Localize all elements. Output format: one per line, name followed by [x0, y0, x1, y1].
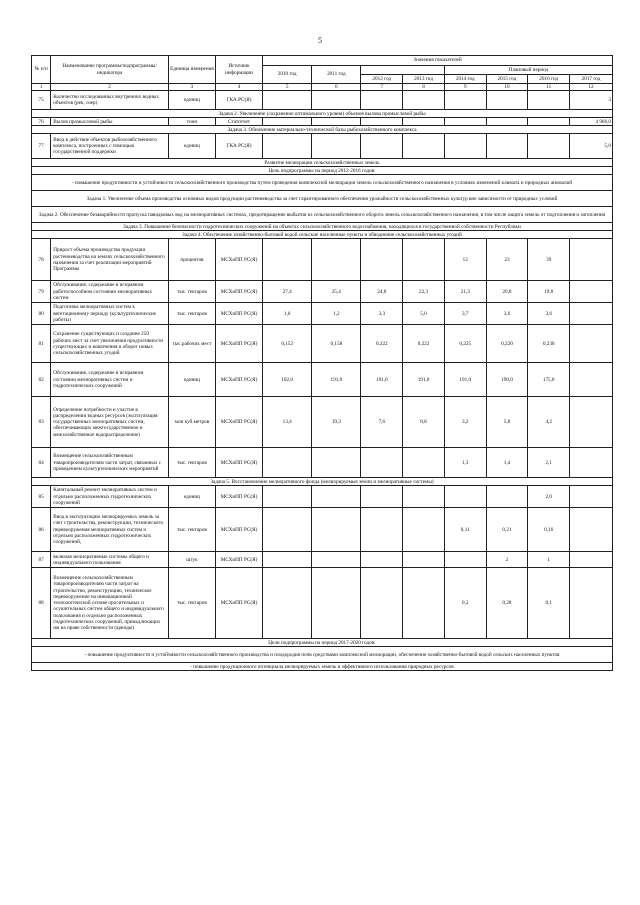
- value-cell: [570, 568, 613, 639]
- value-cell: [361, 118, 403, 126]
- value-cell: 19,3: [312, 397, 361, 448]
- unit-cell: тыс. гектаров: [168, 303, 215, 325]
- task-row-text: Задача 5. Восстановление мелиоративного фонда (мелиорируемые земли и мелиоративные системы): [32, 478, 613, 486]
- value-cell: 2,1: [528, 448, 570, 478]
- value-cell: 5,0: [403, 303, 445, 325]
- table-row: [32, 134, 613, 159]
- unit-cell: единиц: [168, 134, 215, 159]
- value-cell: [312, 239, 361, 281]
- planned-period-header: Плановый период: [444, 66, 612, 75]
- year-header: 2013 год: [403, 75, 445, 84]
- section-row: [32, 647, 613, 663]
- value-cell: 0,158: [312, 325, 361, 363]
- goal-row-text: Задача 3. Повышение безопасности гидротехнических сооружений на объектах сельскохозяйственного водоснабжения, находящихся в государственной собственности Республики: [32, 223, 613, 231]
- value-cell: [570, 508, 613, 552]
- source-cell: МСХиПП РС(Я): [215, 325, 262, 363]
- value-cell: 20,8: [486, 281, 528, 303]
- source-cell: МСХиПП РС(Я): [215, 281, 262, 303]
- section-row: [32, 175, 613, 191]
- column-number: 10: [486, 84, 528, 91]
- value-cell: 0,21: [486, 508, 528, 552]
- source-cell: МСХиПП РС(Я): [215, 397, 262, 448]
- table-row: [32, 568, 613, 639]
- unit-cell: тыс. гектаров: [168, 448, 215, 478]
- value-cell: [263, 134, 312, 159]
- task-row-text: Развитие мелиорации сельскохозяйственных земель: [32, 159, 613, 167]
- value-cell: [570, 397, 613, 448]
- value-cell: [361, 239, 403, 281]
- value-cell: 3,6: [486, 303, 528, 325]
- indicators-table: [31, 55, 613, 671]
- value-cell: 102,0: [263, 363, 312, 397]
- section-row: [32, 159, 613, 167]
- section-row: [32, 207, 613, 223]
- value-cell: [403, 91, 445, 110]
- indicator-name: Прирост объема производства продукции растениеводства на землях сельскохозяйственного назначения за счет реализации мероприятий Программы: [51, 239, 169, 281]
- source-cell: МСХиПП РС(Я): [215, 303, 262, 325]
- table-row: [32, 552, 613, 568]
- value-cell: 23: [486, 239, 528, 281]
- values-header: Значения показателей: [263, 56, 613, 66]
- value-cell: [361, 552, 403, 568]
- section-row: [32, 167, 613, 175]
- value-cell: 0,152: [263, 325, 312, 363]
- value-cell: 2: [486, 552, 528, 568]
- source-cell: МСХиПП РС(Я): [215, 448, 262, 478]
- unit-cell: единиц: [168, 91, 215, 110]
- value-cell: 3,3: [361, 303, 403, 325]
- indicator-name: Обслуживание, содержание в исправном работоспособном состоянии мелиоративных систем: [51, 281, 169, 303]
- value-cell: [570, 486, 613, 508]
- value-cell: 1,2: [312, 303, 361, 325]
- value-cell: [263, 486, 312, 508]
- value-cell: [403, 568, 445, 639]
- value-cell: [263, 118, 312, 126]
- value-cell: 175,0: [528, 363, 570, 397]
- value-cell: [263, 448, 312, 478]
- value-cell: [444, 91, 486, 110]
- source-cell: МСХиПП РС(Я): [215, 363, 262, 397]
- column-number: 1: [32, 84, 51, 91]
- year-header: 2012 год: [361, 75, 403, 84]
- value-cell: [570, 552, 613, 568]
- indicator-name: Сохранение существующих и создание 250 рабочих мест за счет увеличения продуктивности существующих и вовлечения в оборот новых сельскохозяйственных угодий: [51, 325, 169, 363]
- year-header: 2015 год: [486, 75, 528, 84]
- value-cell: 0,1: [528, 568, 570, 639]
- value-cell: [263, 552, 312, 568]
- unit-cell: процентов: [168, 239, 215, 281]
- table-row: [32, 91, 613, 110]
- value-cell: [312, 91, 361, 110]
- table-row: [32, 239, 613, 281]
- year-header: 2016 год: [528, 75, 570, 84]
- indicator-name: Ввод в действие объектов рыбохозяйственного комплекса, построенных с помощью государственной поддержки: [51, 134, 169, 159]
- source-cell: МСХиПП РС(Я): [215, 239, 262, 281]
- row-number: 84: [32, 448, 51, 478]
- planned-spacer: [361, 66, 444, 75]
- indicator-name: Возмещение сельскохозяйственным товаропроизводителям части затрат, связанных с проведением культуртехнических мероприятий: [51, 448, 169, 478]
- source-cell: ГКА РС(Я): [215, 91, 262, 110]
- value-cell: [263, 508, 312, 552]
- value-cell: [444, 552, 486, 568]
- value-cell: 0,16: [528, 508, 570, 552]
- column-number: 4: [215, 84, 262, 91]
- value-cell: [312, 552, 361, 568]
- col-unit-header: Единица измерения: [168, 56, 215, 84]
- row-number: 78: [32, 239, 51, 281]
- value-cell: [570, 239, 613, 281]
- value-cell: 4,2: [528, 397, 570, 448]
- indicator-name: включая мелиоративные системы общего и индивидуального пользования: [51, 552, 169, 568]
- value-cell: [361, 508, 403, 552]
- value-cell: 5,8: [486, 397, 528, 448]
- value-cell: 1,0: [263, 303, 312, 325]
- value-cell: [486, 486, 528, 508]
- value-cell: 0,11: [444, 508, 486, 552]
- year-header: 2014 год: [444, 75, 486, 84]
- value-cell: [361, 486, 403, 508]
- table-row: [32, 281, 613, 303]
- col-source-header: Источник информации: [215, 56, 262, 84]
- value-cell: [312, 486, 361, 508]
- table-row: [32, 303, 613, 325]
- row-number: 81: [32, 325, 51, 363]
- unit-cell: тыс.рабочих мест: [168, 325, 215, 363]
- task-row-text: Задача 4. Обеспечение хозяйственно-бытовой водой сельские населенные пункты и обводнение сельскохозяйственных угодий: [32, 231, 613, 239]
- value-cell: 25,4: [312, 281, 361, 303]
- value-cell: [403, 134, 445, 159]
- indicator-name: Определение потребности и участие в распределении водных ресурсов (эксплуатация государственных мелиоративных систем, обеспечивающих межгосударственное и межхозяйственное водораспределение): [51, 397, 169, 448]
- source-cell: МСХиПП РС(Я): [215, 568, 262, 639]
- unit-cell: тыс. гектаров: [168, 568, 215, 639]
- value-cell: 1,4: [486, 448, 528, 478]
- goal-row-text: Задача 2. Обеспечение безаварийности пропуска паводковых вод на мелиоративных системах, предотвращение выбытия из сельскохозяйственного оборота земель сельскохозяйственного назначения, в том числе защита земель от подтопления и затопления: [32, 207, 613, 223]
- value-cell: 3,7: [444, 303, 486, 325]
- column-number: 12: [570, 84, 613, 91]
- value-cell: [486, 91, 528, 110]
- column-number: 6: [312, 84, 361, 91]
- table-row: [32, 448, 613, 478]
- value-cell: [528, 134, 570, 159]
- table-row: [32, 508, 613, 552]
- value-cell: [312, 568, 361, 639]
- value-cell: [403, 448, 445, 478]
- row-number: 80: [32, 303, 51, 325]
- section-row: [32, 126, 613, 134]
- source-cell: Статотчет: [215, 118, 262, 126]
- value-cell: 3,2: [444, 397, 486, 448]
- value-cell: 191,0: [403, 363, 445, 397]
- column-number: 2: [51, 84, 169, 91]
- row-number: 76: [32, 118, 51, 126]
- table-row: [32, 363, 613, 397]
- value-cell: 0,220: [486, 325, 528, 363]
- source-cell: МСХиПП РС(Я): [215, 486, 262, 508]
- table-row: [32, 118, 613, 126]
- row-number: 88: [32, 568, 51, 639]
- value-cell: 0,28: [486, 568, 528, 639]
- value-cell: [486, 134, 528, 159]
- indicator-name: Капитальный ремонт мелиоративных систем и отдельно расположенных гидротехнических сооружений: [51, 486, 169, 508]
- source-cell: МСХиПП РС(Я): [215, 508, 262, 552]
- value-cell: [486, 118, 528, 126]
- value-cell: 12: [444, 239, 486, 281]
- page-number: 5: [318, 36, 322, 45]
- value-cell: [361, 91, 403, 110]
- unit-cell: единиц: [168, 486, 215, 508]
- value-cell: 3,6: [528, 303, 570, 325]
- row-number: 86: [32, 508, 51, 552]
- indicator-name: Обслуживание, содержание в исправном состоянии мелиоративных систем и гидротехнических сооружений: [51, 363, 169, 397]
- value-cell: 22,3: [403, 281, 445, 303]
- row-number: 87: [32, 552, 51, 568]
- value-cell: [312, 508, 361, 552]
- value-cell: [312, 118, 361, 126]
- section-row: [32, 478, 613, 486]
- value-cell: [403, 118, 445, 126]
- value-cell: [570, 448, 613, 478]
- value-cell: 21,3: [444, 281, 486, 303]
- value-cell: [444, 486, 486, 508]
- source-cell: ГКА РС(Я): [215, 134, 262, 159]
- unit-cell: тонн: [168, 118, 215, 126]
- section-row: [32, 639, 613, 647]
- value-cell: 5,0: [570, 134, 613, 159]
- value-cell: 24,8: [361, 281, 403, 303]
- indicator-name: Подготовка мелиоративных систем к вегетационному периоду (культуртехнические работы): [51, 303, 169, 325]
- goal-row-text: - повышение продуктивности и устойчивости сельскохозяйственного производства путем проведения комплексной мелиорации земель сельскохозяйственного назначения в условиях изменений климата и природных аномалий: [32, 175, 613, 191]
- col-num-header: № п/п: [32, 56, 51, 84]
- value-cell: [263, 568, 312, 639]
- section-row: [32, 191, 613, 207]
- value-cell: [570, 325, 613, 363]
- value-cell: [312, 134, 361, 159]
- value-cell: 4 966,0: [570, 118, 613, 126]
- row-number: 85: [32, 486, 51, 508]
- table-row: [32, 325, 613, 363]
- row-number: 79: [32, 281, 51, 303]
- unit-cell: тыс. гектаров: [168, 508, 215, 552]
- section-row: [32, 663, 613, 671]
- value-cell: [361, 568, 403, 639]
- column-number: 5: [263, 84, 312, 91]
- row-number: 77: [32, 134, 51, 159]
- section-row: [32, 110, 613, 118]
- value-cell: [403, 239, 445, 281]
- unit-cell: тыс. гектаров: [168, 281, 215, 303]
- value-cell: [570, 303, 613, 325]
- unit-cell: штук: [168, 552, 215, 568]
- value-cell: 0,2: [444, 568, 486, 639]
- value-cell: 27,4: [263, 281, 312, 303]
- value-cell: 190,0: [486, 363, 528, 397]
- indicator-name: Возмещение сельскохозяйственным товаропроизводителям части затрат на строительство, реконструкцию, техническое перевооружение на инновационной технологической основе оросительных и осушительных систем общего и индивидуального пользования и отдельно расположенных гидротехнических сооружений, принадлежащих им на праве собственности (аренды): [51, 568, 169, 639]
- value-cell: 191,0: [312, 363, 361, 397]
- year-header: 2017 год: [570, 75, 613, 84]
- value-cell: 191,0: [444, 363, 486, 397]
- value-cell: [570, 281, 613, 303]
- value-cell: [403, 486, 445, 508]
- value-cell: 0,225: [444, 325, 486, 363]
- value-cell: 8,8: [403, 397, 445, 448]
- col-name-header: Наименование программы/подпрограммы/индикатора: [51, 56, 169, 84]
- column-number: 9: [444, 84, 486, 91]
- value-cell: 1: [528, 552, 570, 568]
- value-cell: [263, 91, 312, 110]
- column-number: 3: [168, 84, 215, 91]
- goal-row-text: Задача 1. Увеличение объема производства основных видов продукции растениеводства за счет гарантированного обеспечения урожайности сельскохозяйственных культур вне зависимости от природных условий: [32, 191, 613, 207]
- value-cell: 191,0: [361, 363, 403, 397]
- section-row: [32, 231, 613, 239]
- value-cell: [403, 552, 445, 568]
- value-cell: 0,222: [361, 325, 403, 363]
- table-row: [32, 486, 613, 508]
- value-cell: [570, 363, 613, 397]
- goal-row-text: - повышение продуктивности и устойчивости сельскохозяйственного производства и плодородия почв средствами комплексной мелиорации, обеспечение хозяйственно-бытовой водой сельских населенных пунктов: [32, 647, 613, 663]
- value-cell: 13,4: [263, 397, 312, 448]
- row-number: 82: [32, 363, 51, 397]
- task-row-text: Задача 3. Обновление материально-технической базы рыбохозяйственного комплекса: [32, 126, 613, 134]
- value-cell: 0,222: [403, 325, 445, 363]
- section-row: [32, 223, 613, 231]
- indicator-name: Вылов промысловой рыбы: [51, 118, 169, 126]
- source-cell: МСХиПП РС(Я): [215, 552, 262, 568]
- indicator-name: Ввод в эксплуатацию мелиорируемых земель за счет строительства, реконструкции, технического перевооружения мелиоративных систем и отдельно расположенных гидротехнических сооружений,: [51, 508, 169, 552]
- value-cell: 1,3: [444, 448, 486, 478]
- column-number: 8: [403, 84, 445, 91]
- value-cell: [361, 448, 403, 478]
- year-header: 2011 год: [312, 66, 361, 84]
- column-number: 7: [361, 84, 403, 91]
- value-cell: [528, 118, 570, 126]
- value-cell: [444, 134, 486, 159]
- indicator-name: Количество исследованных внутренних водных объектов (рек, озер): [51, 91, 169, 110]
- table-row: [32, 397, 613, 448]
- year-header: 2010 год: [263, 66, 312, 84]
- task-row-text: Цель подпрограммы на период 2012-2016 годов:: [32, 167, 613, 175]
- value-cell: [403, 508, 445, 552]
- task-row-text: - повышение продукционного потенциала мелиорируемых земель и эффективного использования природных ресурсов: [32, 663, 613, 671]
- value-cell: 2,0: [528, 486, 570, 508]
- value-cell: [361, 134, 403, 159]
- row-number: 75: [32, 91, 51, 110]
- unit-cell: млн куб.метров: [168, 397, 215, 448]
- value-cell: 7,6: [361, 397, 403, 448]
- value-cell: [528, 91, 570, 110]
- value-cell: 19,8: [528, 281, 570, 303]
- value-cell: [444, 118, 486, 126]
- task-row-text: Цели подпрограммы на период 2017-2020 годов:: [32, 639, 613, 647]
- column-number: 11: [528, 84, 570, 91]
- value-cell: [263, 239, 312, 281]
- value-cell: [312, 448, 361, 478]
- row-number: 83: [32, 397, 51, 448]
- value-cell: 0,230: [528, 325, 570, 363]
- value-cell: 3: [570, 91, 613, 110]
- task-row-text: Задача 2. Увеличение (сохранение оптимального уровня) объемов вылова промысловой рыбы: [32, 110, 613, 118]
- value-cell: 39: [528, 239, 570, 281]
- unit-cell: единиц: [168, 363, 215, 397]
